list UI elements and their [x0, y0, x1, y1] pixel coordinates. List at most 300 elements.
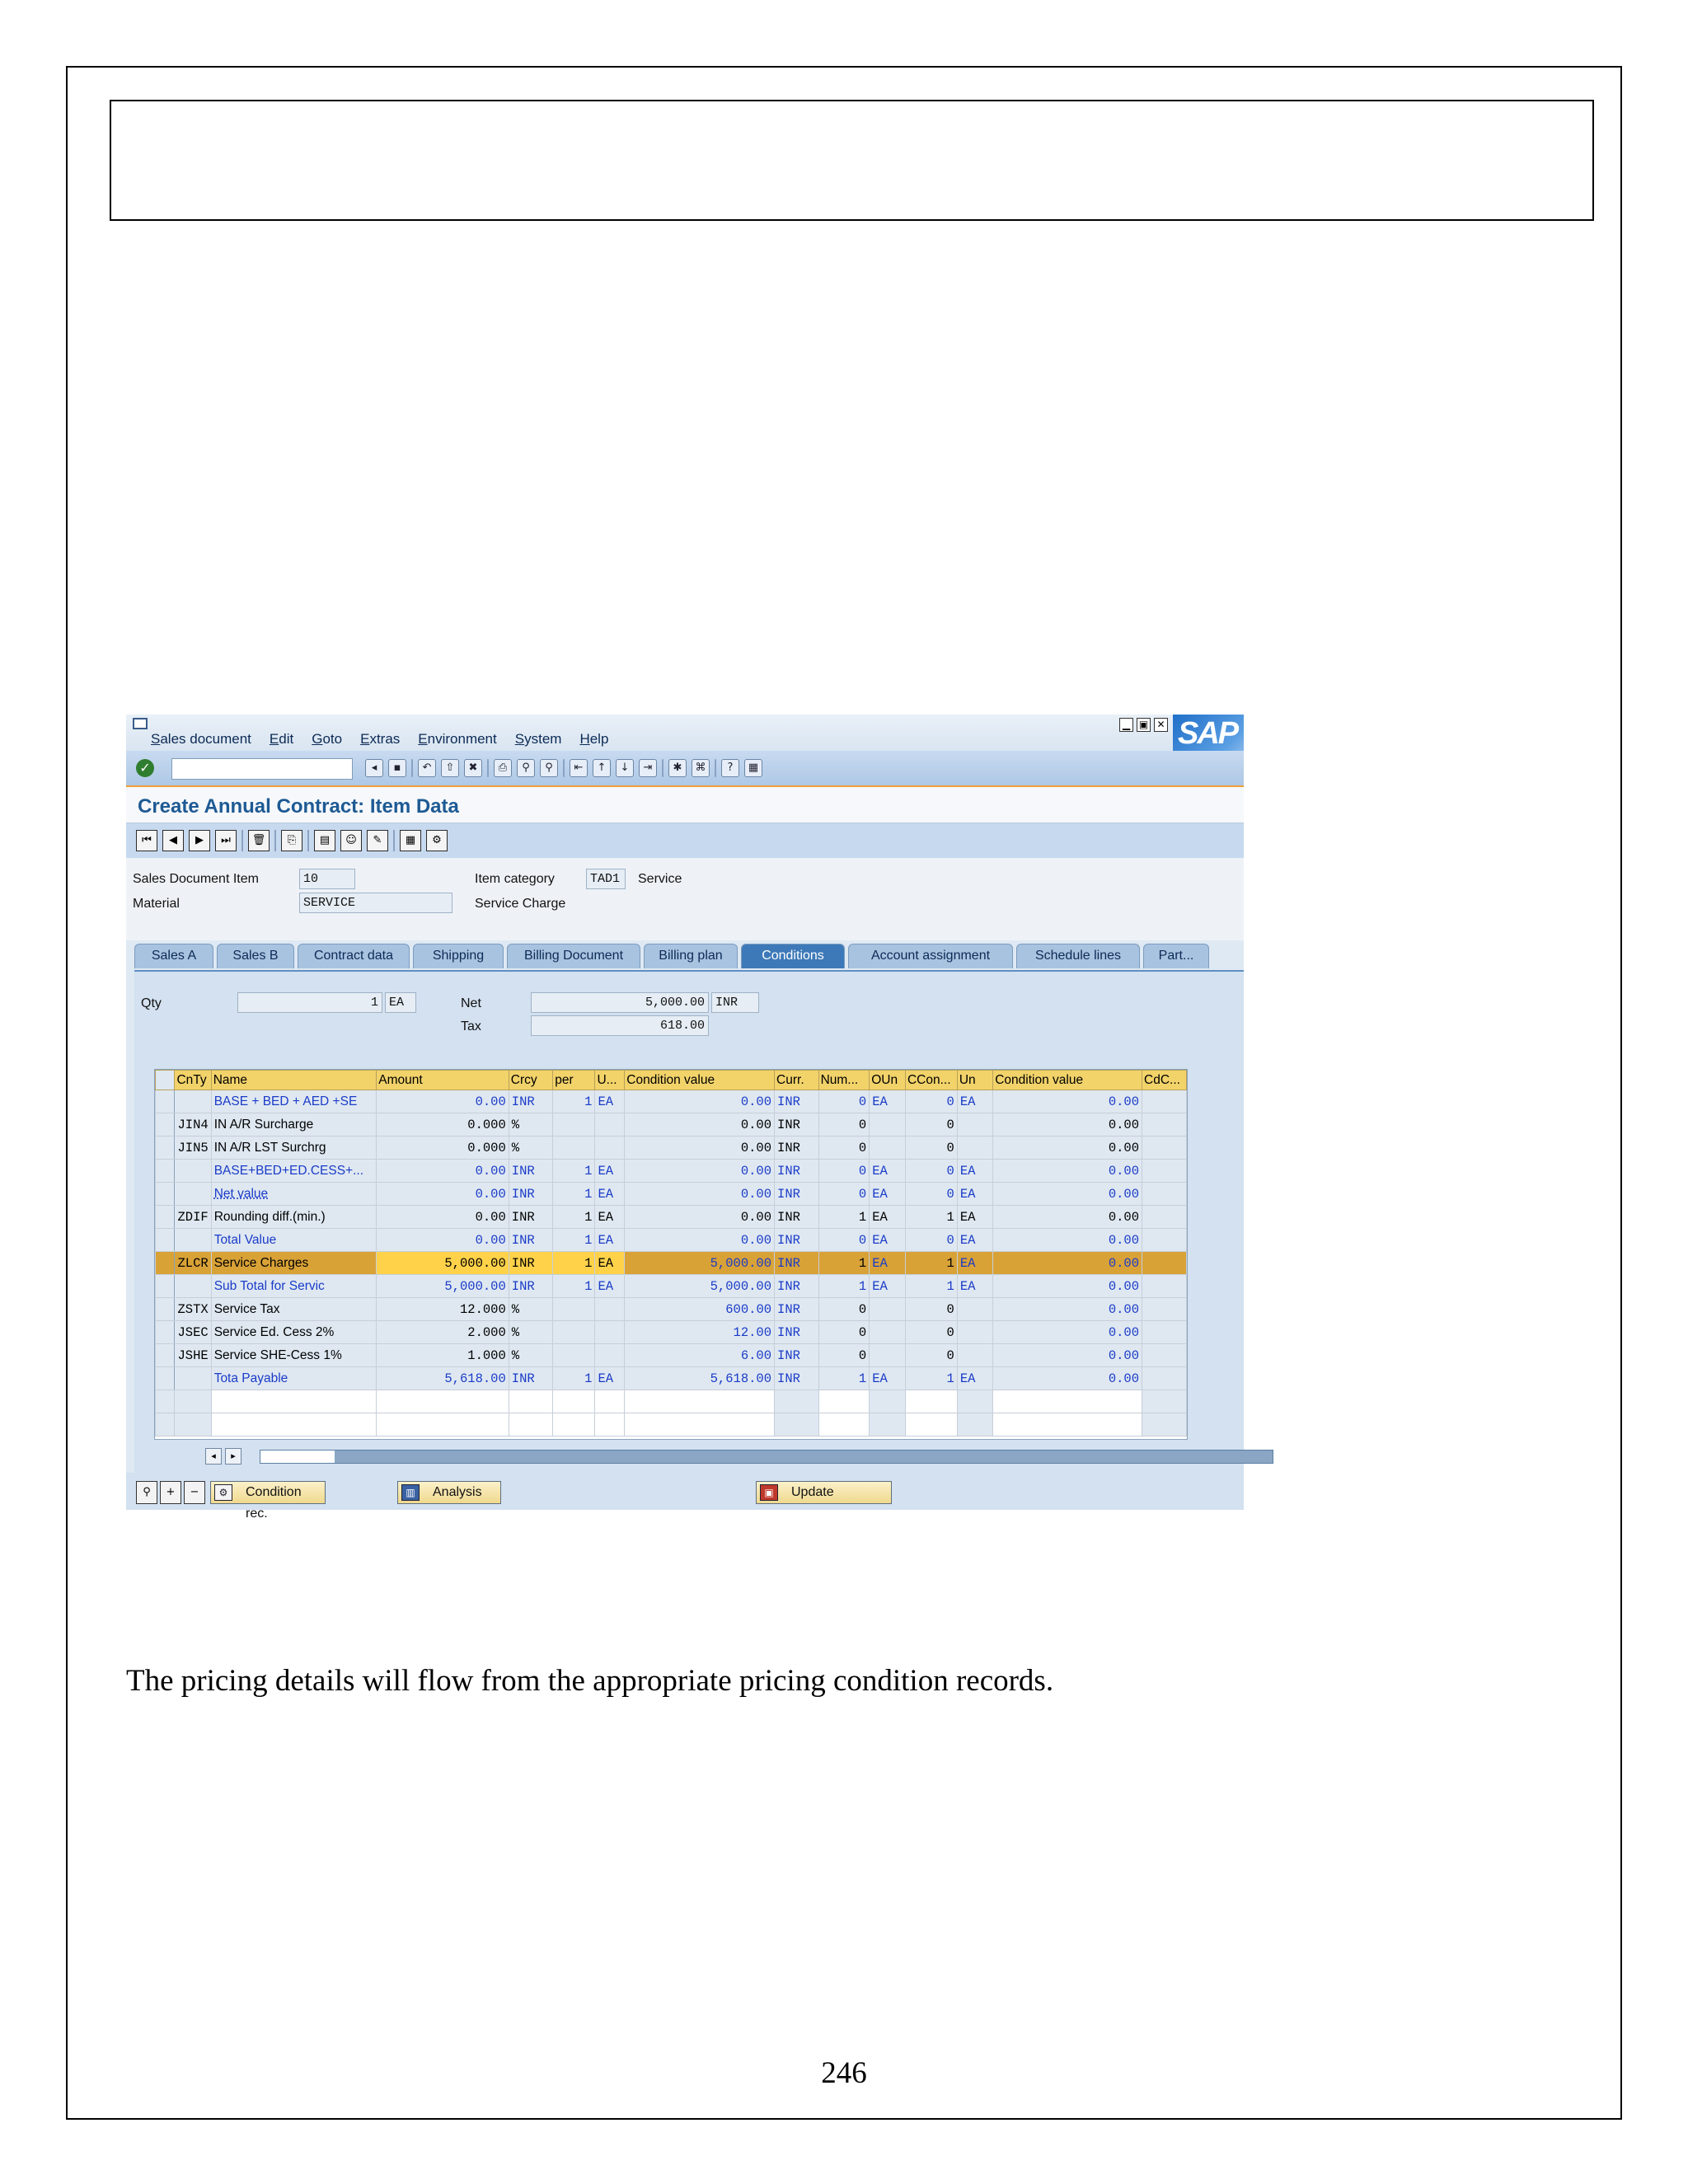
- empty-cell[interactable]: [775, 1390, 819, 1413]
- empty-cell[interactable]: [1142, 1390, 1187, 1413]
- cell-cnty[interactable]: ZDIF: [175, 1206, 211, 1229]
- cell-ccon[interactable]: 0: [905, 1321, 957, 1344]
- tab-part[interactable]: Part...: [1143, 944, 1209, 968]
- empty-row[interactable]: [156, 1390, 1187, 1413]
- cell-per[interactable]: [553, 1344, 595, 1367]
- cell-cnty[interactable]: [175, 1090, 211, 1113]
- back-icon[interactable]: ↶: [418, 759, 436, 777]
- empty-cell[interactable]: [211, 1390, 377, 1413]
- row-selector[interactable]: [156, 1137, 175, 1160]
- cell-cnty[interactable]: ZLCR: [175, 1252, 211, 1275]
- command-field[interactable]: [171, 758, 353, 780]
- tab-contract-data[interactable]: Contract data: [298, 944, 410, 968]
- cell-per[interactable]: 1: [553, 1367, 595, 1390]
- cell-per[interactable]: 1: [553, 1275, 595, 1298]
- cell-num[interactable]: 0: [818, 1183, 870, 1206]
- cell-crcy[interactable]: %: [509, 1137, 552, 1160]
- cell-u[interactable]: EA: [595, 1275, 625, 1298]
- cancel-icon[interactable]: ✖: [464, 759, 482, 777]
- cell-num[interactable]: 0: [818, 1090, 870, 1113]
- empty-cell[interactable]: [957, 1413, 992, 1436]
- cell-amount[interactable]: 5,618.00: [377, 1367, 509, 1390]
- empty-cell[interactable]: [625, 1390, 775, 1413]
- cell-cdc[interactable]: [1142, 1229, 1187, 1252]
- cell-amount[interactable]: 5,000.00: [377, 1252, 509, 1275]
- cell-cdc[interactable]: [1142, 1137, 1187, 1160]
- cell-name[interactable]: Service SHE-Cess 1%: [211, 1344, 377, 1367]
- menu-item[interactable]: System: [514, 731, 562, 747]
- cell-cnty[interactable]: [175, 1367, 211, 1390]
- tab-account-assignment[interactable]: Account assignment: [848, 944, 1013, 968]
- condition-detail-icon[interactable]: ⚲: [136, 1481, 157, 1504]
- delete-icon[interactable]: 🗑: [248, 830, 270, 851]
- cell-amount[interactable]: 0.00: [377, 1183, 509, 1206]
- cell-ccon[interactable]: 0: [905, 1113, 957, 1137]
- cell-oun[interactable]: [870, 1113, 906, 1137]
- cell-name[interactable]: Service Ed. Cess 2%: [211, 1321, 377, 1344]
- cell-cond-value2[interactable]: 0.00: [993, 1252, 1142, 1275]
- layout-menu-icon[interactable]: ▦: [744, 759, 762, 777]
- cell-cond-value2[interactable]: 0.00: [993, 1367, 1142, 1390]
- cell-cdc[interactable]: [1142, 1367, 1187, 1390]
- cell-u[interactable]: [595, 1137, 625, 1160]
- cell-cnty[interactable]: [175, 1229, 211, 1252]
- cell-oun[interactable]: EA: [870, 1252, 906, 1275]
- cell-amount[interactable]: 12.000: [377, 1298, 509, 1321]
- cell-cnty[interactable]: JSHE: [175, 1344, 211, 1367]
- cell-amount[interactable]: 0.00: [377, 1160, 509, 1183]
- cell-ccon[interactable]: 0: [905, 1090, 957, 1113]
- next-item-icon[interactable]: ▶: [189, 830, 210, 851]
- cell-oun[interactable]: EA: [870, 1090, 906, 1113]
- cell-un[interactable]: [957, 1344, 992, 1367]
- table-row[interactable]: [156, 1090, 1187, 1113]
- cell-cnty[interactable]: [175, 1183, 211, 1206]
- tab-shipping[interactable]: Shipping: [413, 944, 504, 968]
- empty-cell[interactable]: [156, 1413, 175, 1436]
- tab-conditions[interactable]: Conditions: [741, 944, 845, 968]
- cell-amount[interactable]: 0.000: [377, 1113, 509, 1137]
- select-all-cell[interactable]: [156, 1071, 175, 1090]
- cell-un[interactable]: [957, 1298, 992, 1321]
- cell-num[interactable]: 1: [818, 1275, 870, 1298]
- column-header[interactable]: Crcy: [509, 1071, 552, 1090]
- cell-u[interactable]: EA: [595, 1367, 625, 1390]
- empty-cell[interactable]: [625, 1413, 775, 1436]
- empty-cell[interactable]: [595, 1390, 625, 1413]
- cell-name[interactable]: Total Value: [211, 1229, 377, 1252]
- sales-doc-item-field[interactable]: 10: [299, 869, 355, 889]
- cell-per[interactable]: [553, 1113, 595, 1137]
- menu-item[interactable]: Extras: [360, 731, 401, 747]
- cell-cond-value2[interactable]: 0.00: [993, 1344, 1142, 1367]
- analysis-button[interactable]: [397, 1481, 501, 1504]
- update-button[interactable]: [756, 1481, 892, 1504]
- cell-curr[interactable]: INR: [775, 1206, 819, 1229]
- header-icon[interactable]: ▤: [314, 830, 335, 851]
- cell-cond-value[interactable]: 12.00: [625, 1321, 775, 1344]
- minimize-icon[interactable]: ▁: [1119, 718, 1133, 732]
- menu-item[interactable]: Edit: [269, 731, 294, 747]
- cell-per[interactable]: 1: [553, 1160, 595, 1183]
- row-selector[interactable]: [156, 1113, 175, 1137]
- cell-u[interactable]: [595, 1321, 625, 1344]
- row-selector[interactable]: [156, 1298, 175, 1321]
- cell-cdc[interactable]: [1142, 1298, 1187, 1321]
- cell-cond-value[interactable]: 5,618.00: [625, 1367, 775, 1390]
- cell-cond-value2[interactable]: 0.00: [993, 1229, 1142, 1252]
- cell-un[interactable]: EA: [957, 1183, 992, 1206]
- cell-cnty[interactable]: [175, 1275, 211, 1298]
- row-selector[interactable]: [156, 1252, 175, 1275]
- cell-crcy[interactable]: INR: [509, 1090, 552, 1113]
- cell-num[interactable]: 0: [818, 1113, 870, 1137]
- cell-cond-value[interactable]: 0.00: [625, 1090, 775, 1113]
- cell-curr[interactable]: INR: [775, 1137, 819, 1160]
- cell-cond-value[interactable]: 0.00: [625, 1229, 775, 1252]
- column-header[interactable]: Condition value: [993, 1071, 1142, 1090]
- cell-per[interactable]: [553, 1298, 595, 1321]
- cell-oun[interactable]: EA: [870, 1206, 906, 1229]
- exit-icon[interactable]: ⇧: [441, 759, 459, 777]
- cell-num[interactable]: 0: [818, 1229, 870, 1252]
- cell-cdc[interactable]: [1142, 1344, 1187, 1367]
- cell-ccon[interactable]: 0: [905, 1137, 957, 1160]
- cell-un[interactable]: EA: [957, 1090, 992, 1113]
- cell-un[interactable]: EA: [957, 1275, 992, 1298]
- cell-crcy[interactable]: %: [509, 1113, 552, 1137]
- cell-crcy[interactable]: INR: [509, 1367, 552, 1390]
- cell-cdc[interactable]: [1142, 1183, 1187, 1206]
- cell-cond-value2[interactable]: 0.00: [993, 1090, 1142, 1113]
- empty-cell[interactable]: [509, 1390, 552, 1413]
- cell-u[interactable]: EA: [595, 1160, 625, 1183]
- cell-amount[interactable]: 0.000: [377, 1137, 509, 1160]
- cell-curr[interactable]: INR: [775, 1344, 819, 1367]
- cell-un[interactable]: [957, 1113, 992, 1137]
- previous-page-icon[interactable]: ↑: [593, 759, 611, 777]
- cell-crcy[interactable]: %: [509, 1344, 552, 1367]
- scroll-thumb[interactable]: [260, 1451, 335, 1463]
- cell-oun[interactable]: EA: [870, 1367, 906, 1390]
- table-row[interactable]: [156, 1137, 1187, 1160]
- cell-crcy[interactable]: INR: [509, 1183, 552, 1206]
- scroll-track[interactable]: [260, 1450, 1273, 1464]
- cell-name[interactable]: Rounding diff.(min.): [211, 1206, 377, 1229]
- cell-curr[interactable]: INR: [775, 1113, 819, 1137]
- material-field[interactable]: SERVICE: [299, 893, 452, 913]
- cell-amount[interactable]: 0.00: [377, 1206, 509, 1229]
- cell-oun[interactable]: EA: [870, 1275, 906, 1298]
- back-arrow-icon[interactable]: ◂: [365, 759, 383, 777]
- cell-cdc[interactable]: [1142, 1160, 1187, 1183]
- table-row[interactable]: [156, 1367, 1187, 1390]
- cell-num[interactable]: 0: [818, 1160, 870, 1183]
- row-selector[interactable]: [156, 1206, 175, 1229]
- help-icon[interactable]: ?: [721, 759, 739, 777]
- cell-cond-value2[interactable]: 0.00: [993, 1113, 1142, 1137]
- cell-ccon[interactable]: 0: [905, 1298, 957, 1321]
- cell-cond-value[interactable]: 5,000.00: [625, 1252, 775, 1275]
- cell-cond-value[interactable]: 0.00: [625, 1183, 775, 1206]
- cell-per[interactable]: 1: [553, 1229, 595, 1252]
- horizontal-scrollbar[interactable]: [205, 1448, 1186, 1465]
- cell-u[interactable]: EA: [595, 1090, 625, 1113]
- tab-sales-a[interactable]: Sales A: [134, 944, 213, 968]
- cell-amount[interactable]: 0.00: [377, 1090, 509, 1113]
- cell-ccon[interactable]: 0: [905, 1183, 957, 1206]
- cell-cdc[interactable]: [1142, 1206, 1187, 1229]
- display-document-icon[interactable]: ⎘: [281, 830, 302, 851]
- tab-billing-plan[interactable]: Billing plan: [644, 944, 738, 968]
- cell-curr[interactable]: INR: [775, 1367, 819, 1390]
- cell-cnty[interactable]: JSEC: [175, 1321, 211, 1344]
- cell-name[interactable]: Net value: [211, 1183, 377, 1206]
- cell-num[interactable]: 1: [818, 1367, 870, 1390]
- table-row[interactable]: [156, 1113, 1187, 1137]
- column-header[interactable]: U...: [595, 1071, 625, 1090]
- empty-cell[interactable]: [905, 1390, 957, 1413]
- shortcut-icon[interactable]: ⌘: [692, 759, 710, 777]
- column-header[interactable]: Curr.: [775, 1071, 819, 1090]
- cell-un[interactable]: [957, 1137, 992, 1160]
- cell-curr[interactable]: INR: [775, 1252, 819, 1275]
- system-menu-icon[interactable]: [133, 718, 148, 729]
- cell-name[interactable]: Service Charges: [211, 1252, 377, 1275]
- cell-num[interactable]: 0: [818, 1321, 870, 1344]
- new-session-icon[interactable]: ✱: [668, 759, 687, 777]
- column-header[interactable]: CCon...: [905, 1071, 957, 1090]
- cell-cnty[interactable]: JIN4: [175, 1113, 211, 1137]
- empty-cell[interactable]: [553, 1390, 595, 1413]
- tab-schedule-lines[interactable]: Schedule lines: [1016, 944, 1140, 968]
- cell-u[interactable]: EA: [595, 1229, 625, 1252]
- table-row[interactable]: [156, 1206, 1187, 1229]
- table-row[interactable]: [156, 1183, 1187, 1206]
- empty-cell[interactable]: [870, 1390, 906, 1413]
- cell-curr[interactable]: INR: [775, 1321, 819, 1344]
- row-selector[interactable]: [156, 1229, 175, 1252]
- table-settings-icon[interactable]: ▦: [400, 830, 421, 851]
- cell-ccon[interactable]: 0: [905, 1344, 957, 1367]
- cell-cdc[interactable]: [1142, 1113, 1187, 1137]
- empty-cell[interactable]: [595, 1413, 625, 1436]
- cell-num[interactable]: 0: [818, 1137, 870, 1160]
- menu-item[interactable]: Goto: [312, 731, 343, 747]
- empty-cell[interactable]: [993, 1390, 1142, 1413]
- cell-un[interactable]: EA: [957, 1206, 992, 1229]
- empty-cell[interactable]: [156, 1390, 175, 1413]
- column-header[interactable]: OUn: [870, 1071, 906, 1090]
- cell-un[interactable]: EA: [957, 1160, 992, 1183]
- empty-cell[interactable]: [905, 1413, 957, 1436]
- column-header[interactable]: Amount: [377, 1071, 509, 1090]
- qty-field[interactable]: 1: [237, 992, 382, 1013]
- cell-cond-value[interactable]: 600.00: [625, 1298, 775, 1321]
- cell-cond-value2[interactable]: 0.00: [993, 1321, 1142, 1344]
- empty-cell[interactable]: [553, 1413, 595, 1436]
- qty-unit-field[interactable]: EA: [385, 992, 416, 1013]
- empty-cell[interactable]: [818, 1390, 870, 1413]
- cell-cond-value2[interactable]: 0.00: [993, 1298, 1142, 1321]
- cell-cond-value2[interactable]: 0.00: [993, 1275, 1142, 1298]
- empty-cell[interactable]: [957, 1390, 992, 1413]
- cell-cond-value2[interactable]: 0.00: [993, 1137, 1142, 1160]
- cell-u[interactable]: EA: [595, 1206, 625, 1229]
- cell-amount[interactable]: 0.00: [377, 1229, 509, 1252]
- empty-cell[interactable]: [211, 1413, 377, 1436]
- empty-cell[interactable]: [870, 1413, 906, 1436]
- menu-item[interactable]: Sales document: [151, 731, 251, 747]
- column-header[interactable]: CnTy: [175, 1071, 211, 1090]
- cell-cond-value2[interactable]: 0.00: [993, 1183, 1142, 1206]
- menu-item[interactable]: Help: [579, 731, 609, 747]
- cell-oun[interactable]: [870, 1321, 906, 1344]
- cell-name[interactable]: IN A/R Surcharge: [211, 1113, 377, 1137]
- cell-u[interactable]: EA: [595, 1252, 625, 1275]
- column-header[interactable]: Num...: [818, 1071, 870, 1090]
- configure-icon[interactable]: ⚙: [426, 830, 448, 851]
- notes-icon[interactable]: ✎: [367, 830, 388, 851]
- cell-name[interactable]: IN A/R LST Surchrg: [211, 1137, 377, 1160]
- cell-oun[interactable]: [870, 1344, 906, 1367]
- cell-curr[interactable]: INR: [775, 1229, 819, 1252]
- cell-per[interactable]: 1: [553, 1183, 595, 1206]
- cell-crcy[interactable]: INR: [509, 1229, 552, 1252]
- cell-name[interactable]: Sub Total for Servic: [211, 1275, 377, 1298]
- cell-num[interactable]: 0: [818, 1344, 870, 1367]
- row-selector[interactable]: [156, 1183, 175, 1206]
- column-header[interactable]: CdC...: [1142, 1071, 1187, 1090]
- cell-curr[interactable]: INR: [775, 1090, 819, 1113]
- cell-name[interactable]: Service Tax: [211, 1298, 377, 1321]
- cell-ccon[interactable]: 1: [905, 1252, 957, 1275]
- cell-oun[interactable]: EA: [870, 1229, 906, 1252]
- empty-cell[interactable]: [175, 1413, 211, 1436]
- condition-rec-button[interactable]: [210, 1481, 326, 1521]
- cell-per[interactable]: [553, 1137, 595, 1160]
- menu-item[interactable]: Environment: [418, 731, 497, 747]
- row-selector[interactable]: [156, 1160, 175, 1183]
- cell-oun[interactable]: [870, 1137, 906, 1160]
- cell-cond-value[interactable]: 0.00: [625, 1137, 775, 1160]
- cell-num[interactable]: 1: [818, 1206, 870, 1229]
- enter-check-icon[interactable]: ✓: [136, 759, 154, 777]
- cell-num[interactable]: 1: [818, 1252, 870, 1275]
- cell-name[interactable]: Tota Payable: [211, 1367, 377, 1390]
- row-selector[interactable]: [156, 1344, 175, 1367]
- scroll-left-icon[interactable]: ◂: [205, 1448, 222, 1465]
- cell-crcy[interactable]: %: [509, 1298, 552, 1321]
- cell-oun[interactable]: EA: [870, 1160, 906, 1183]
- cell-per[interactable]: 1: [553, 1252, 595, 1275]
- table-row[interactable]: [156, 1275, 1187, 1298]
- column-header[interactable]: Name: [211, 1071, 377, 1090]
- next-page-icon[interactable]: ↓: [616, 759, 634, 777]
- cell-cdc[interactable]: [1142, 1275, 1187, 1298]
- cell-per[interactable]: [553, 1321, 595, 1344]
- cell-per[interactable]: 1: [553, 1206, 595, 1229]
- save-icon[interactable]: ▪: [388, 759, 406, 777]
- cell-cnty[interactable]: [175, 1160, 211, 1183]
- cell-ccon[interactable]: 1: [905, 1275, 957, 1298]
- find-icon[interactable]: ⚲: [517, 759, 535, 777]
- cell-ccon[interactable]: 1: [905, 1367, 957, 1390]
- table-row[interactable]: [156, 1344, 1187, 1367]
- row-selector[interactable]: [156, 1275, 175, 1298]
- cell-crcy[interactable]: INR: [509, 1275, 552, 1298]
- cell-ccon[interactable]: 0: [905, 1160, 957, 1183]
- cell-un[interactable]: EA: [957, 1252, 992, 1275]
- first-page-icon[interactable]: ⇤: [570, 759, 588, 777]
- cell-crcy[interactable]: INR: [509, 1252, 552, 1275]
- cell-num[interactable]: 0: [818, 1298, 870, 1321]
- cell-un[interactable]: EA: [957, 1367, 992, 1390]
- cell-name[interactable]: BASE+BED+ED.CESS+...: [211, 1160, 377, 1183]
- maximize-icon[interactable]: ▣: [1137, 718, 1151, 732]
- cell-per[interactable]: 1: [553, 1090, 595, 1113]
- empty-cell[interactable]: [509, 1413, 552, 1436]
- cell-un[interactable]: [957, 1321, 992, 1344]
- find-next-icon[interactable]: ⚲: [540, 759, 558, 777]
- empty-cell[interactable]: [377, 1390, 509, 1413]
- empty-cell[interactable]: [377, 1413, 509, 1436]
- partner-icon[interactable]: ☺: [340, 830, 362, 851]
- cell-ccon[interactable]: 0: [905, 1229, 957, 1252]
- row-selector[interactable]: [156, 1321, 175, 1344]
- empty-cell[interactable]: [1142, 1413, 1187, 1436]
- row-selector[interactable]: [156, 1090, 175, 1113]
- column-header[interactable]: Condition value: [625, 1071, 775, 1090]
- cell-amount[interactable]: 1.000: [377, 1344, 509, 1367]
- cell-amount[interactable]: 2.000: [377, 1321, 509, 1344]
- cell-cond-value[interactable]: 5,000.00: [625, 1275, 775, 1298]
- tab-sales-b[interactable]: Sales B: [217, 944, 294, 968]
- previous-item-icon[interactable]: ◀: [162, 830, 184, 851]
- cell-cnty[interactable]: ZSTX: [175, 1298, 211, 1321]
- cell-curr[interactable]: INR: [775, 1275, 819, 1298]
- cell-crcy[interactable]: INR: [509, 1160, 552, 1183]
- cell-un[interactable]: EA: [957, 1229, 992, 1252]
- cell-cdc[interactable]: [1142, 1090, 1187, 1113]
- cell-u[interactable]: EA: [595, 1183, 625, 1206]
- table-row[interactable]: [156, 1321, 1187, 1344]
- empty-cell[interactable]: [818, 1413, 870, 1436]
- cell-u[interactable]: [595, 1298, 625, 1321]
- table-row[interactable]: [156, 1229, 1187, 1252]
- last-page-icon[interactable]: ⇥: [639, 759, 657, 777]
- table-row[interactable]: [156, 1160, 1187, 1183]
- cell-cond-value[interactable]: 0.00: [625, 1113, 775, 1137]
- cell-oun[interactable]: [870, 1298, 906, 1321]
- table-row[interactable]: [156, 1252, 1187, 1275]
- cell-name[interactable]: BASE + BED + AED +SE: [211, 1090, 377, 1113]
- cell-cond-value[interactable]: 0.00: [625, 1160, 775, 1183]
- cell-oun[interactable]: EA: [870, 1183, 906, 1206]
- cell-cdc[interactable]: [1142, 1321, 1187, 1344]
- table-row[interactable]: [156, 1298, 1187, 1321]
- print-icon[interactable]: ⎙: [494, 759, 512, 777]
- column-header[interactable]: per: [553, 1071, 595, 1090]
- cell-curr[interactable]: INR: [775, 1298, 819, 1321]
- cell-cond-value2[interactable]: 0.00: [993, 1206, 1142, 1229]
- empty-cell[interactable]: [175, 1390, 211, 1413]
- cell-cdc[interactable]: [1142, 1252, 1187, 1275]
- empty-cell[interactable]: [775, 1413, 819, 1436]
- cell-crcy[interactable]: INR: [509, 1206, 552, 1229]
- cell-amount[interactable]: 5,000.00: [377, 1275, 509, 1298]
- cell-u[interactable]: [595, 1113, 625, 1137]
